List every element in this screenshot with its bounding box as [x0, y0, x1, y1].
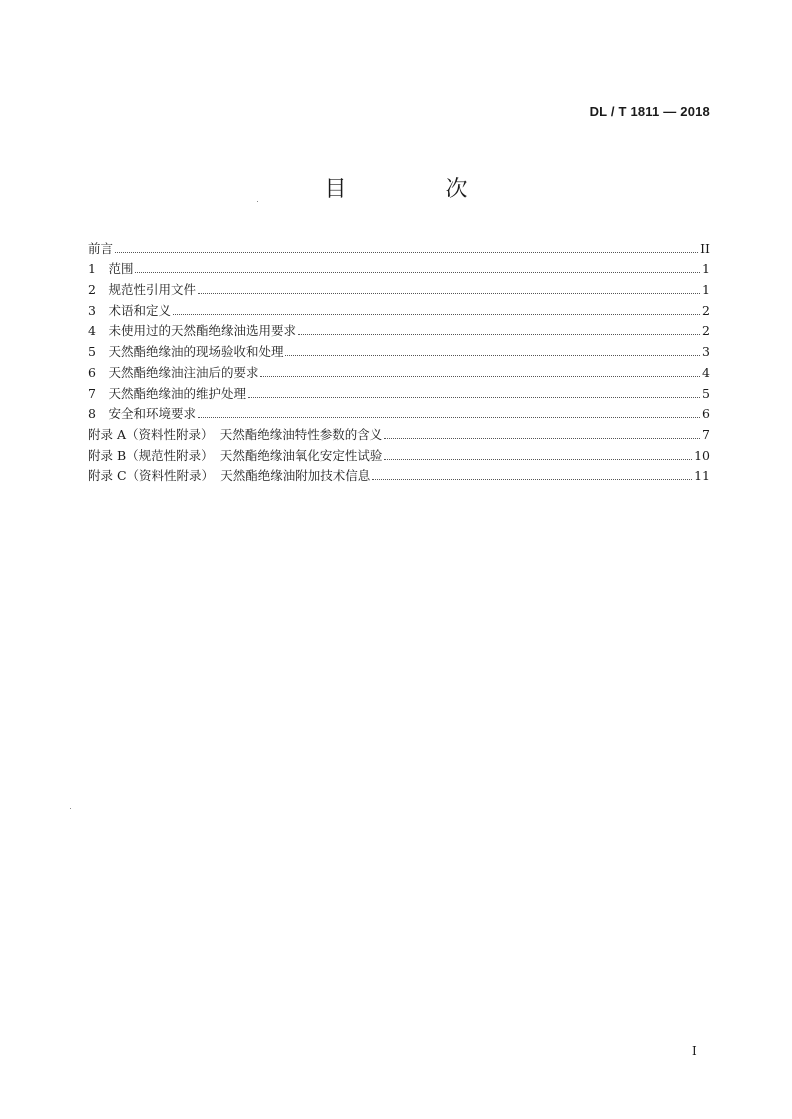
toc-page-number: 4	[702, 364, 710, 380]
toc-entry-scope[interactable]	[88, 259, 710, 280]
toc-page-number: 11	[694, 468, 710, 484]
toc-leader	[260, 376, 700, 377]
toc-entry-annex-b[interactable]	[88, 445, 710, 466]
toc-leader	[198, 417, 700, 418]
toc-page-number: 1	[702, 282, 710, 298]
toc-page-number: 5	[702, 385, 710, 401]
toc-page-number: 10	[694, 447, 710, 463]
toc-label: 附录 C（资料性附录） 天然酯绝缘油附加技术信息	[88, 468, 371, 484]
toc-leader	[372, 479, 692, 480]
toc-leader	[198, 293, 700, 294]
toc-leader	[135, 272, 700, 273]
toc-leader	[285, 355, 700, 356]
toc-page-number: 6	[702, 406, 710, 422]
toc-leader	[384, 438, 700, 439]
toc-label: 7 天然酯绝缘油的维护处理	[88, 385, 246, 401]
toc-page-number: 7	[702, 426, 710, 442]
toc-page-number: II	[700, 240, 710, 256]
toc-entry-post-filling[interactable]	[88, 362, 710, 383]
toc-label: 附录 B（规范性附录） 天然酯绝缘油氧化安定性试验	[88, 447, 383, 463]
toc-page-number: 2	[702, 302, 710, 318]
toc-entry-preface[interactable]	[88, 238, 710, 259]
toc-entry-annex-c[interactable]	[88, 466, 710, 487]
toc-page-number: 3	[702, 344, 710, 360]
toc-entry-safety-environment[interactable]	[88, 404, 710, 425]
toc-leader	[115, 252, 698, 253]
toc-entry-acceptance-handling[interactable]	[88, 341, 710, 362]
toc-label: 2 规范性引用文件	[88, 282, 196, 298]
toc-label: 5 天然酯绝缘油的现场验收和处理	[88, 344, 284, 360]
toc-label: 3 术语和定义	[88, 302, 171, 318]
toc-label: 前言	[88, 240, 114, 256]
toc-leader	[173, 314, 700, 315]
toc-page-number: 2	[702, 323, 710, 339]
toc-label: 4 未使用过的天然酯绝缘油选用要求	[88, 323, 296, 339]
page-title: 目 次	[324, 177, 514, 202]
toc-entry-normative-references[interactable]	[88, 279, 710, 300]
standard-code: DL / T 1811 — 2018	[589, 104, 710, 119]
toc-label: 1 范围	[88, 261, 134, 277]
toc-label: 8 安全和环境要求	[88, 406, 196, 422]
toc-label: 附录 A（资料性附录） 天然酯绝缘油特性参数的含义	[88, 426, 383, 442]
toc-leader	[298, 334, 700, 335]
toc-entry-terms-definitions[interactable]	[88, 300, 710, 321]
toc-label: 6 天然酯绝缘油注油后的要求	[88, 364, 259, 380]
page-number: I	[692, 1044, 697, 1058]
toc-leader	[248, 397, 700, 398]
table-of-contents	[88, 238, 710, 486]
toc-entry-annex-a[interactable]	[88, 424, 710, 445]
toc-entry-maintenance[interactable]	[88, 383, 710, 404]
toc-page-number: 1	[702, 261, 710, 277]
toc-entry-selection-requirements[interactable]	[88, 321, 710, 342]
toc-leader	[384, 459, 692, 460]
